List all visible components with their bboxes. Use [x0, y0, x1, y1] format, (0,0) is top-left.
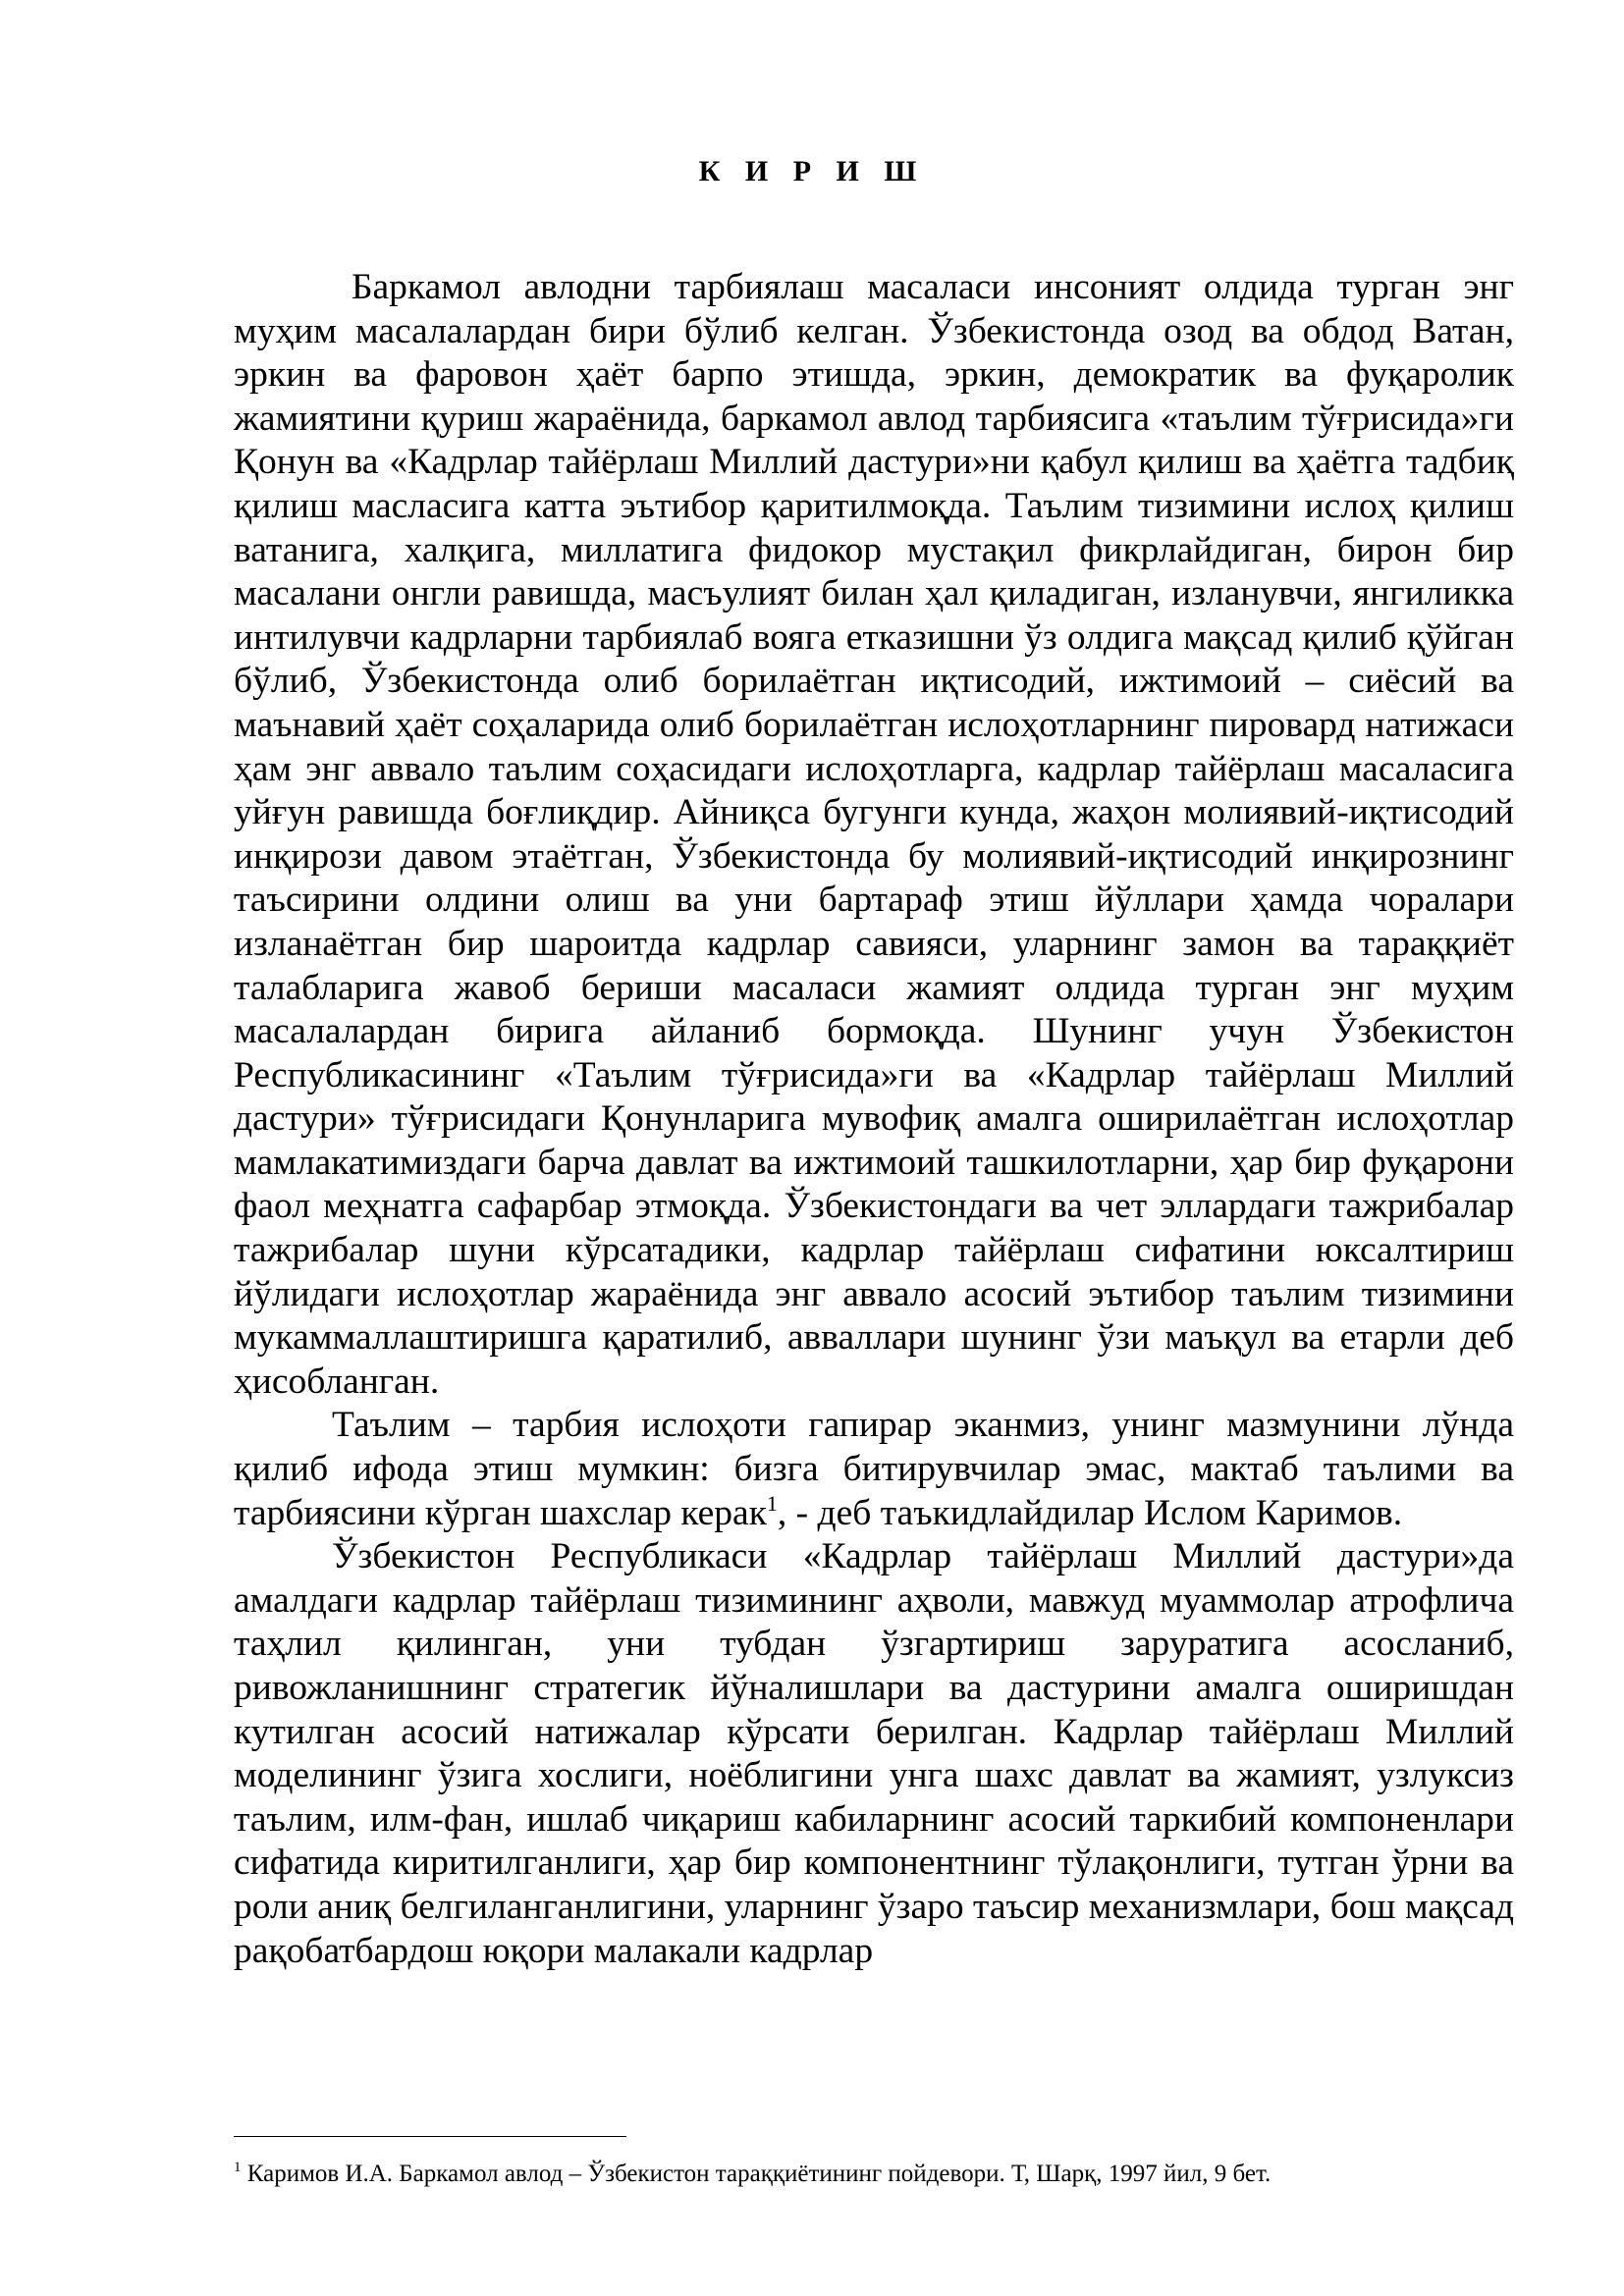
paragraph-3: Ўзбекистон Республикаси «Кадрлар тайёрлаш Миллий дастури»да амалдаги кадрлар тайёрлаш тизимининг аҳволи, мавжуд муаммолар атрофлича таҳлил қилинган, уни тубдан ўзгартириш заруратига асосланиб, ривожланишнинг стратегик йўналишлари ва дастурини амалга оширишдан кутилган асосий натижалар кўрсати берилган. Кадрлар тайёрлаш Миллий моделининг ўзига хослиги, ноёблигини унга шахс давлат ва жамият, узлуксиз таълим, илм-фан, ишлаб чиқариш кабиларнинг асосий таркибий компоненлари сифатида киритилганлиги, ҳар бир компонентнинг тўлақонлиги, тутган ўрни ва роли аниқ белгиланганлигини, уларнинг ўзаро таъсир механизмлари, бош мақсад рақобатбардош юқори малакали кадрлар [234, 1536, 1514, 1971]
paragraph-1: Баркамол авлодни тарбиялаш масаласи инсоният олдида турган энг муҳим масалалардан бири бўлиб келган. Ўзбекистонда озод ва обдод Ватан, эркин ва фаровон ҳаёт барпо этишда, эркин, демократик ва фуқаролик жамиятини қуриш жараёнида, баркамол авлод тарбиясига «таълим тўғрисида»ги Қонун ва «Кадрлар тайёрлаш Миллий дастури»ни қабул қилиш ва ҳаётга тадбиқ қилиш масласига катта эътибор қаритилмоқда. Таълим тизимини ислоҳ қилиш ватанига, халқига, миллатига фидокор мустақил фикрлайдиган, бирон бир масалани онгли равишда, масъулият билан ҳал қиладиган, изланувчи, янгиликка интилувчи кадрларни тарбиялаб вояга етказишни ўз олдига мақсад қилиб қўйган бўлиб, Ўзбекистонда олиб борилаётган иқтисодий, ижтимоий – сиёсий ва маънавий ҳаёт соҳаларида олиб борилаётган ислоҳотларнинг пировард натижаси ҳам энг аввало таълим соҳасидаги ислоҳотларга, кадрлар тайёрлаш масаласига уйғун равишда боғлиқдир. Айниқса бугунги кунда, жаҳон молиявий-иқтисодий инқирози давом этаётган, Ўзбекистонда бу молиявий-иқтисодий инқирознинг таъсирини олдини олиш ва уни бартараф этиш йўллари ҳамда чоралари изланаётган бир шароитда кадрлар савияси, уларнинг замон ва тараққиёт талабларига жавоб бериши масаласи жамият олдида турган энг муҳим масалалардан бирига айланиб бормоқда. Шунинг учун Ўзбекистон Республикасининг «Таълим тўғрисида»ги ва «Кадрлар тайёрлаш Миллий дастури» тўғрисидаги Қонунларига мувофиқ амалга оширилаётган ислоҳотлар мамлакатимиздаги барча давлат ва ижтимоий ташкилотларни, ҳар бир фуқарони фаол меҳнатга сафарбар этмоқда. Ўзбекистондаги ва чет эллардаги тажрибалар тажрибалар шуни кўрсатадики, кадрлар тайёрлаш сифатини юксалтириш йўлидаги ислоҳотлар жараёнида энг аввало асосий эътибор таълим тизимини мукаммаллаштиришга қаратилиб, авваллари шунинг ўзи маъқул ва етарли деб ҳисобланган. [234, 267, 1514, 1402]
page-title: К И Р И Ш [698, 155, 926, 187]
footnote-text: Каримов И.А. Баркамол авлод – Ўзбекистон тараққиётининг пойдевори. Т, Шарқ, 1997 йил, 9 бет. [241, 2161, 1272, 2187]
footnote-separator [234, 2136, 626, 2137]
footnote-reference[interactable]: 1 [766, 1490, 778, 1516]
footnote [234, 2160, 1514, 2189]
paragraph-2-text: Таълим – тарбия ислоҳоти гапирар эканмиз, унинг мазмунини лўнда қилиб ифода этиш мумкин: бизга битирувчилар эмас, мактаб таълими ва тарбиясини кўрган шахслар керак [234, 1405, 1514, 1533]
footnote-number: 1 [234, 2160, 242, 2175]
paragraph-2-tail: , - деб таъкидлайдилар Ислом Каримов. [777, 1492, 1403, 1533]
paragraph-2 [234, 1404, 1514, 1535]
document-body [234, 266, 1514, 1973]
